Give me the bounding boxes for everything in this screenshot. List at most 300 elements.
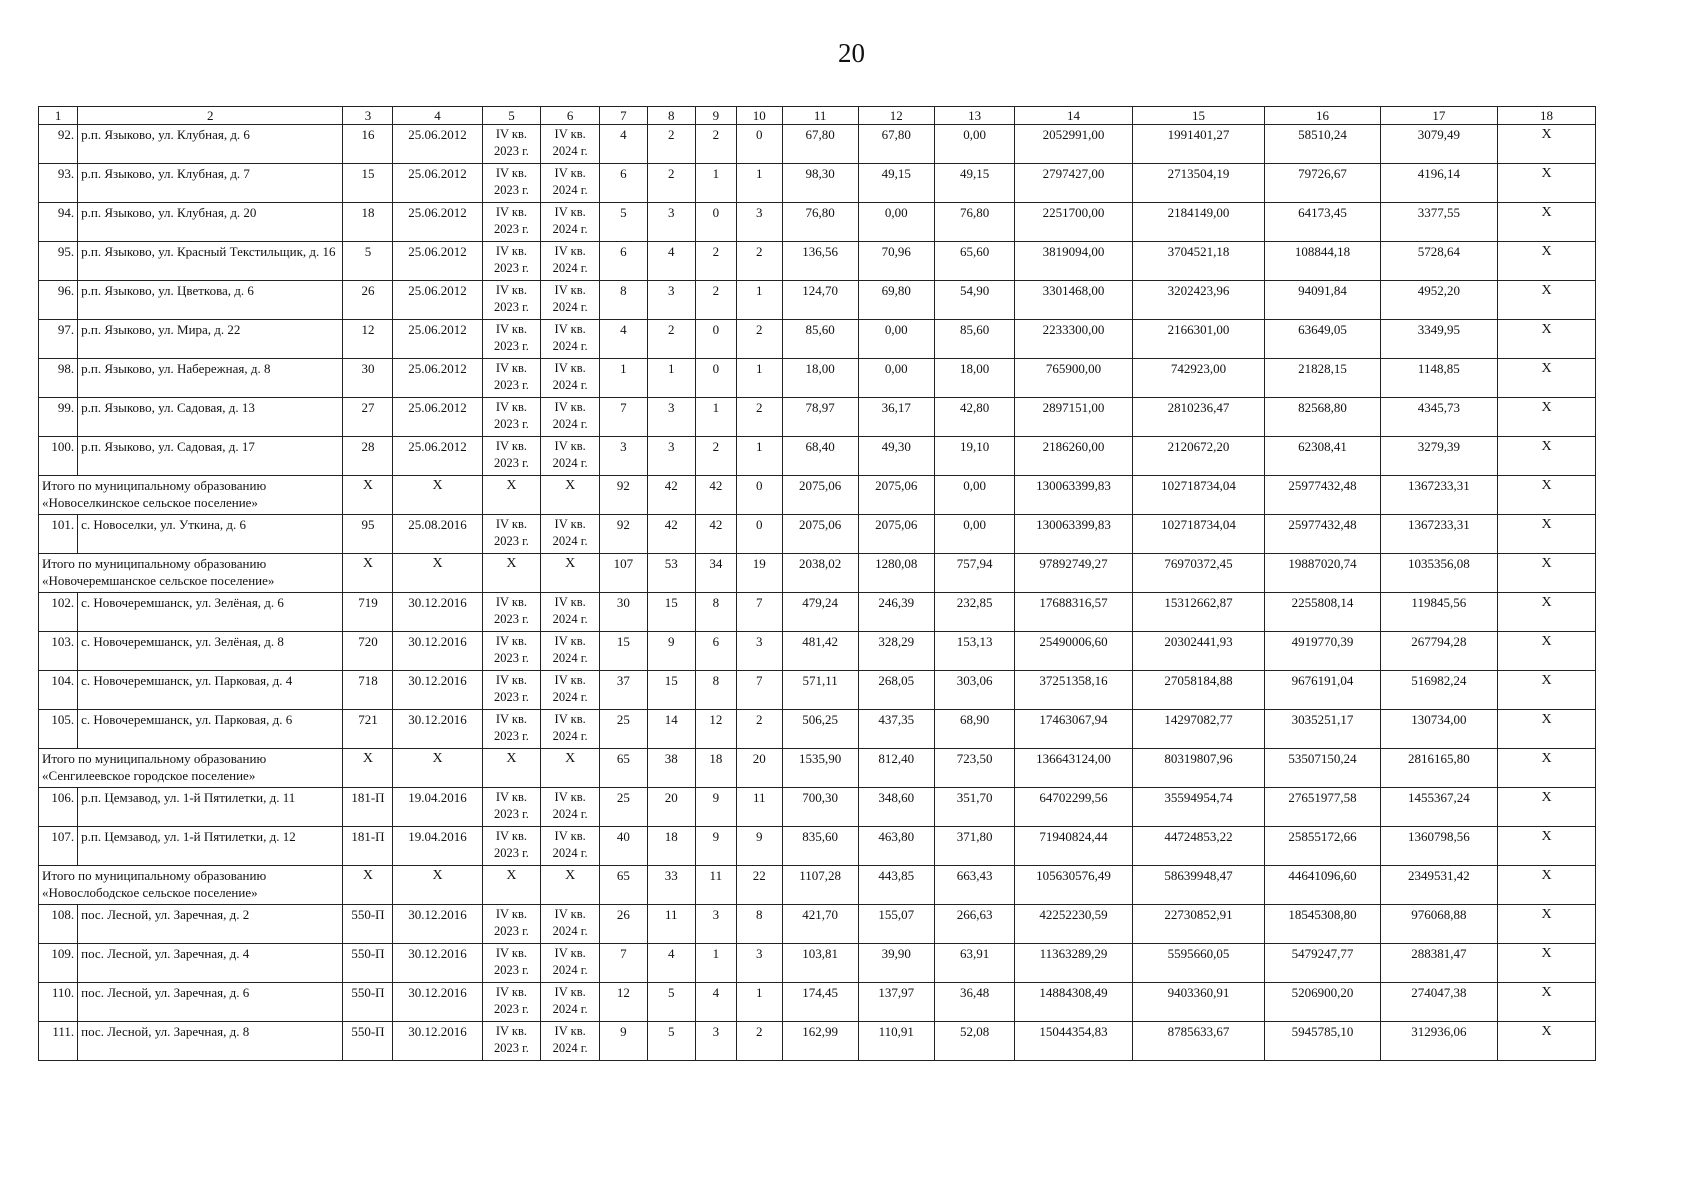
cell-c7: 7 <box>600 944 648 983</box>
cell-c5-year: 2023 г. <box>493 846 529 860</box>
cell-c16: 62308,41 <box>1265 437 1380 476</box>
cell-c9: 9 <box>695 788 736 827</box>
cell-c6 <box>541 827 600 866</box>
cell-c6-quarter: IV кв. <box>554 517 586 531</box>
cell-c5 <box>482 593 541 632</box>
cell-c12: 268,05 <box>858 671 934 710</box>
cell-c14: 2233300,00 <box>1015 320 1132 359</box>
cell-c4: 19.04.2016 <box>393 788 482 827</box>
cell-c6 <box>541 788 600 827</box>
cell-c8: 15 <box>647 671 695 710</box>
cell-c6-quarter: IV кв. <box>554 907 586 921</box>
cell-c15: 44724853,22 <box>1132 827 1265 866</box>
cell-c4: 30.12.2016 <box>393 671 482 710</box>
cell-c5-quarter: IV кв. <box>495 673 528 687</box>
cell-c5-quarter: IV кв. <box>495 400 528 414</box>
cell-c8: 42 <box>647 515 695 554</box>
cell-c16: 5479247,77 <box>1265 944 1380 983</box>
cell-c6 <box>541 242 600 281</box>
cell-c10: 0 <box>736 125 782 164</box>
cell-c9: 1 <box>695 944 736 983</box>
cell-c13: 85,60 <box>934 320 1014 359</box>
cell-c5-year: 2023 г. <box>493 729 529 743</box>
cell-c5-quarter: IV кв. <box>495 361 528 375</box>
cell-c11: 174,45 <box>782 983 858 1022</box>
row-number: 110. <box>39 983 78 1022</box>
cell-c3: 16 <box>343 125 393 164</box>
cell-c14: 25490006,60 <box>1015 632 1132 671</box>
cell-c7: 4 <box>600 320 648 359</box>
cell-c6-quarter: IV кв. <box>554 322 586 336</box>
cell-c7: 6 <box>600 164 648 203</box>
cell-c10: 22 <box>736 866 782 905</box>
cell-c15: 9403360,91 <box>1132 983 1265 1022</box>
cell-c17: 274047,38 <box>1380 983 1497 1022</box>
cell-c4: 30.12.2016 <box>393 944 482 983</box>
address-cell: р.п. Языково, ул. Цветкова, д. 6 <box>78 281 343 320</box>
cell-c18: X <box>1498 788 1596 827</box>
cell-c14: 11363289,29 <box>1015 944 1132 983</box>
column-header: 17 <box>1380 107 1497 125</box>
cell-c11: 481,42 <box>782 632 858 671</box>
address-cell: с. Новоселки, ул. Уткина, д. 6 <box>78 515 343 554</box>
cell-c9: 12 <box>695 710 736 749</box>
cell-c4: 30.12.2016 <box>393 1022 482 1061</box>
address-cell: р.п. Цемзавод, ул. 1-й Пятилетки, д. 11 <box>78 788 343 827</box>
cell-c11: 1107,28 <box>782 866 858 905</box>
cell-c7: 107 <box>600 554 648 593</box>
address-cell: пос. Лесной, ул. Заречная, д. 8 <box>78 1022 343 1061</box>
cell-c14: 105630576,49 <box>1015 866 1132 905</box>
header-row <box>39 107 1596 125</box>
cell-c6-year: 2024 г. <box>552 1002 588 1016</box>
cell-c10: 1 <box>736 164 782 203</box>
cell-c18: X <box>1498 242 1596 281</box>
cell-c11: 700,30 <box>782 788 858 827</box>
cell-c8: 15 <box>647 593 695 632</box>
cell-c16: 108844,18 <box>1265 242 1380 281</box>
cell-c5 <box>482 437 541 476</box>
cell-c11: 506,25 <box>782 710 858 749</box>
cell-c8: 4 <box>647 242 695 281</box>
cell-c18: X <box>1498 281 1596 320</box>
cell-c7: 37 <box>600 671 648 710</box>
cell-c3: 181-П <box>343 788 393 827</box>
cell-c12: 67,80 <box>858 125 934 164</box>
row-number: 101. <box>39 515 78 554</box>
cell-c16: 82568,80 <box>1265 398 1380 437</box>
cell-c12: 36,17 <box>858 398 934 437</box>
cell-c5-year: 2023 г. <box>493 222 529 236</box>
cell-c16: 9676191,04 <box>1265 671 1380 710</box>
cell-c6-quarter: IV кв. <box>554 985 586 999</box>
cell-c5-quarter: IV кв. <box>495 634 528 648</box>
cell-c3: 719 <box>343 593 393 632</box>
cell-c5 <box>482 125 541 164</box>
cell-c15: 5595660,05 <box>1132 944 1265 983</box>
cell-c12: 246,39 <box>858 593 934 632</box>
cell-c13: 0,00 <box>934 515 1014 554</box>
cell-c6 <box>541 281 600 320</box>
cell-c12: 1280,08 <box>858 554 934 593</box>
row-number: 107. <box>39 827 78 866</box>
cell-c14: 136643124,00 <box>1015 749 1132 788</box>
cell-c10: 20 <box>736 749 782 788</box>
cell-c5-quarter: IV кв. <box>495 595 528 609</box>
cell-c14: 17463067,94 <box>1015 710 1132 749</box>
cell-c6 <box>541 164 600 203</box>
row-number: 94. <box>39 203 78 242</box>
cell-c6-quarter: IV кв. <box>554 127 586 141</box>
cell-c8: 33 <box>647 866 695 905</box>
column-header: 9 <box>695 107 736 125</box>
cell-c17: 288381,47 <box>1380 944 1497 983</box>
table-row <box>39 944 1596 983</box>
cell-c5-year: 2023 г. <box>493 417 529 431</box>
cell-c12: 443,85 <box>858 866 934 905</box>
cell-c6 <box>541 983 600 1022</box>
cell-c11: 2038,02 <box>782 554 858 593</box>
cell-c10: 3 <box>736 944 782 983</box>
cell-c8: 3 <box>647 437 695 476</box>
table-row <box>39 710 1596 749</box>
cell-c5 <box>482 1022 541 1061</box>
cell-c11: 68,40 <box>782 437 858 476</box>
cell-c5 <box>482 905 541 944</box>
cell-c16: 27651977,58 <box>1265 788 1380 827</box>
cell-c5 <box>482 359 541 398</box>
cell-c18: X <box>1498 905 1596 944</box>
cell-c15: 3202423,96 <box>1132 281 1265 320</box>
cell-c3: 550-П <box>343 944 393 983</box>
cell-c17: 312936,06 <box>1380 1022 1497 1061</box>
cell-c13: 36,48 <box>934 983 1014 1022</box>
cell-c5 <box>482 242 541 281</box>
cell-c7: 15 <box>600 632 648 671</box>
cell-c13: 68,90 <box>934 710 1014 749</box>
table-row <box>39 125 1596 164</box>
cell-c7: 5 <box>600 203 648 242</box>
row-number: 106. <box>39 788 78 827</box>
row-number: 103. <box>39 632 78 671</box>
cell-c6-quarter: IV кв. <box>554 634 586 648</box>
cell-c5-year: 2023 г. <box>493 339 529 353</box>
cell-c13: 54,90 <box>934 281 1014 320</box>
cell-c16: 44641096,60 <box>1265 866 1380 905</box>
cell-c5-quarter: IV кв. <box>495 283 528 297</box>
cell-c13: 663,43 <box>934 866 1014 905</box>
cell-c8: 38 <box>647 749 695 788</box>
cell-c14: 130063399,83 <box>1015 476 1132 515</box>
cell-c9: 4 <box>695 983 736 1022</box>
cell-c18: X <box>1498 827 1596 866</box>
cell-c13: 351,70 <box>934 788 1014 827</box>
cell-c5 <box>482 632 541 671</box>
cell-c6-quarter: IV кв. <box>554 790 586 804</box>
cell-c11: 103,81 <box>782 944 858 983</box>
cell-c10: 2 <box>736 320 782 359</box>
cell-c14: 2186260,00 <box>1015 437 1132 476</box>
row-number: 105. <box>39 710 78 749</box>
address-cell: р.п. Языково, ул. Клубная, д. 7 <box>78 164 343 203</box>
address-cell: пос. Лесной, ул. Заречная, д. 2 <box>78 905 343 944</box>
cell-c6-year: 2024 г. <box>552 534 588 548</box>
cell-c10: 1 <box>736 437 782 476</box>
cell-c12: 49,15 <box>858 164 934 203</box>
cell-c5: X <box>482 866 541 905</box>
cell-c4: 25.06.2012 <box>393 320 482 359</box>
cell-c12: 49,30 <box>858 437 934 476</box>
row-number: 93. <box>39 164 78 203</box>
cell-c4: 19.04.2016 <box>393 827 482 866</box>
cell-c16: 3035251,17 <box>1265 710 1380 749</box>
cell-c17: 1035356,08 <box>1380 554 1497 593</box>
cell-c6 <box>541 1022 600 1061</box>
column-header: 11 <box>782 107 858 125</box>
cell-c11: 421,70 <box>782 905 858 944</box>
cell-c5-year: 2023 г. <box>493 690 529 704</box>
cell-c9: 2 <box>695 281 736 320</box>
cell-c17: 1455367,24 <box>1380 788 1497 827</box>
cell-c11: 571,11 <box>782 671 858 710</box>
address-cell: р.п. Языково, ул. Красный Текстильщик, д. 16 <box>78 242 343 281</box>
cell-c8: 1 <box>647 359 695 398</box>
cell-c5-year: 2023 г. <box>493 378 529 392</box>
cell-c4: 25.06.2012 <box>393 281 482 320</box>
cell-c10: 3 <box>736 632 782 671</box>
column-header: 8 <box>647 107 695 125</box>
cell-c11: 835,60 <box>782 827 858 866</box>
cell-c18: X <box>1498 203 1596 242</box>
cell-c12: 0,00 <box>858 320 934 359</box>
cell-c10: 7 <box>736 593 782 632</box>
cell-c5-quarter: IV кв. <box>495 517 528 531</box>
cell-c6-year: 2024 г. <box>552 729 588 743</box>
column-header: 7 <box>600 107 648 125</box>
cell-c9: 8 <box>695 671 736 710</box>
cell-c12: 463,80 <box>858 827 934 866</box>
cell-c3: 550-П <box>343 905 393 944</box>
cell-c9: 11 <box>695 866 736 905</box>
cell-c15: 102718734,04 <box>1132 476 1265 515</box>
table-row <box>39 281 1596 320</box>
cell-c3: X <box>343 476 393 515</box>
table-row <box>39 671 1596 710</box>
cell-c11: 2075,06 <box>782 515 858 554</box>
cell-c16: 94091,84 <box>1265 281 1380 320</box>
cell-c6: X <box>541 554 600 593</box>
subtotal-label: Итого по муниципальному образованию «Новоселкинское сельское поселение» <box>39 476 343 515</box>
cell-c18: X <box>1498 983 1596 1022</box>
cell-c8: 4 <box>647 944 695 983</box>
cell-c5 <box>482 827 541 866</box>
cell-c11: 98,30 <box>782 164 858 203</box>
cell-c5-quarter: IV кв. <box>495 829 528 843</box>
cell-c13: 65,60 <box>934 242 1014 281</box>
cell-c5-quarter: IV кв. <box>495 712 528 726</box>
cell-c7: 65 <box>600 749 648 788</box>
cell-c16: 53507150,24 <box>1265 749 1380 788</box>
cell-c8: 20 <box>647 788 695 827</box>
cell-c7: 6 <box>600 242 648 281</box>
cell-c8: 5 <box>647 983 695 1022</box>
cell-c5-year: 2023 г. <box>493 1041 529 1055</box>
cell-c10: 1 <box>736 359 782 398</box>
table-row <box>39 164 1596 203</box>
cell-c17: 3349,95 <box>1380 320 1497 359</box>
cell-c8: 9 <box>647 632 695 671</box>
cell-c5-year: 2023 г. <box>493 807 529 821</box>
address-cell: с. Новочеремшанск, ул. Зелёная, д. 6 <box>78 593 343 632</box>
cell-c6-year: 2024 г. <box>552 144 588 158</box>
subtotal-label: Итого по муниципальному образованию «Сенгилеевское городское поселение» <box>39 749 343 788</box>
cell-c6 <box>541 398 600 437</box>
cell-c4: 25.06.2012 <box>393 164 482 203</box>
cell-c18: X <box>1498 320 1596 359</box>
cell-c9: 2 <box>695 437 736 476</box>
cell-c12: 69,80 <box>858 281 934 320</box>
cell-c18: X <box>1498 749 1596 788</box>
cell-c12: 110,91 <box>858 1022 934 1061</box>
cell-c9: 3 <box>695 905 736 944</box>
cell-c11: 136,56 <box>782 242 858 281</box>
address-cell: пос. Лесной, ул. Заречная, д. 6 <box>78 983 343 1022</box>
cell-c7: 65 <box>600 866 648 905</box>
cell-c8: 2 <box>647 320 695 359</box>
cell-c5-year: 2023 г. <box>493 534 529 548</box>
cell-c6-quarter: IV кв. <box>554 400 586 414</box>
cell-c18: X <box>1498 1022 1596 1061</box>
cell-c18: X <box>1498 515 1596 554</box>
cell-c6-year: 2024 г. <box>552 339 588 353</box>
cell-c12: 39,90 <box>858 944 934 983</box>
cell-c17: 2816165,80 <box>1380 749 1497 788</box>
subtotal-label: Итого по муниципальному образованию «Новочеремшанское сельское поселение» <box>39 554 343 593</box>
cell-c17: 1360798,56 <box>1380 827 1497 866</box>
cell-c5 <box>482 671 541 710</box>
cell-c5 <box>482 203 541 242</box>
table-row <box>39 593 1596 632</box>
cell-c18: X <box>1498 476 1596 515</box>
cell-c6-year: 2024 г. <box>552 261 588 275</box>
cell-c12: 155,07 <box>858 905 934 944</box>
cell-c15: 15312662,87 <box>1132 593 1265 632</box>
cell-c6-quarter: IV кв. <box>554 595 586 609</box>
cell-c12: 0,00 <box>858 203 934 242</box>
cell-c14: 3301468,00 <box>1015 281 1132 320</box>
address-cell: с. Новочеремшанск, ул. Зелёная, д. 8 <box>78 632 343 671</box>
cell-c13: 153,13 <box>934 632 1014 671</box>
cell-c8: 2 <box>647 164 695 203</box>
cell-c15: 3704521,18 <box>1132 242 1265 281</box>
cell-c14: 130063399,83 <box>1015 515 1132 554</box>
cell-c8: 3 <box>647 281 695 320</box>
cell-c6-year: 2024 г. <box>552 222 588 236</box>
cell-c14: 2797427,00 <box>1015 164 1132 203</box>
cell-c6: X <box>541 749 600 788</box>
cell-c4: 30.12.2016 <box>393 593 482 632</box>
cell-c8: 18 <box>647 827 695 866</box>
cell-c8: 3 <box>647 203 695 242</box>
cell-c4: X <box>393 476 482 515</box>
cell-c7: 3 <box>600 437 648 476</box>
cell-c8: 5 <box>647 1022 695 1061</box>
cell-c7: 12 <box>600 983 648 1022</box>
cell-c5: X <box>482 749 541 788</box>
cell-c18: X <box>1498 866 1596 905</box>
cell-c5 <box>482 515 541 554</box>
cell-c5-year: 2023 г. <box>493 1002 529 1016</box>
column-header: 10 <box>736 107 782 125</box>
cell-c13: 0,00 <box>934 476 1014 515</box>
cell-c3: 721 <box>343 710 393 749</box>
row-number: 111. <box>39 1022 78 1061</box>
table-row <box>39 983 1596 1022</box>
cell-c10: 2 <box>736 242 782 281</box>
table-row <box>39 788 1596 827</box>
cell-c7: 40 <box>600 827 648 866</box>
cell-c6-year: 2024 г. <box>552 456 588 470</box>
cell-c6 <box>541 593 600 632</box>
cell-c5-quarter: IV кв. <box>495 439 528 453</box>
table-row <box>39 632 1596 671</box>
cell-c9: 34 <box>695 554 736 593</box>
row-number: 92. <box>39 125 78 164</box>
cell-c5-year: 2023 г. <box>493 963 529 977</box>
cell-c14: 765900,00 <box>1015 359 1132 398</box>
cell-c13: 757,94 <box>934 554 1014 593</box>
cell-c6-year: 2024 г. <box>552 846 588 860</box>
table-row <box>39 1022 1596 1061</box>
column-header: 15 <box>1132 107 1265 125</box>
cell-c16: 4919770,39 <box>1265 632 1380 671</box>
cell-c3: 95 <box>343 515 393 554</box>
cell-c15: 20302441,93 <box>1132 632 1265 671</box>
cell-c16: 5206900,20 <box>1265 983 1380 1022</box>
cell-c13: 371,80 <box>934 827 1014 866</box>
address-cell: р.п. Языково, ул. Садовая, д. 13 <box>78 398 343 437</box>
cell-c18: X <box>1498 125 1596 164</box>
cell-c12: 70,96 <box>858 242 934 281</box>
cell-c11: 124,70 <box>782 281 858 320</box>
cell-c13: 49,15 <box>934 164 1014 203</box>
cell-c5 <box>482 710 541 749</box>
cell-c10: 19 <box>736 554 782 593</box>
cell-c4: 25.06.2012 <box>393 359 482 398</box>
cell-c3: X <box>343 749 393 788</box>
cell-c14: 37251358,16 <box>1015 671 1132 710</box>
cell-c9: 42 <box>695 476 736 515</box>
cell-c7: 92 <box>600 476 648 515</box>
column-header: 13 <box>934 107 1014 125</box>
cell-c10: 1 <box>736 281 782 320</box>
cell-c8: 11 <box>647 905 695 944</box>
cell-c6-year: 2024 г. <box>552 807 588 821</box>
cell-c5-year: 2023 г. <box>493 651 529 665</box>
cell-c6 <box>541 359 600 398</box>
cell-c7: 8 <box>600 281 648 320</box>
cell-c3: 27 <box>343 398 393 437</box>
cell-c6-quarter: IV кв. <box>554 439 586 453</box>
cell-c6-quarter: IV кв. <box>554 829 586 843</box>
cell-c12: 137,97 <box>858 983 934 1022</box>
cell-c6-year: 2024 г. <box>552 924 588 938</box>
cell-c12: 348,60 <box>858 788 934 827</box>
cell-c18: X <box>1498 944 1596 983</box>
cell-c5-quarter: IV кв. <box>495 946 528 960</box>
cell-c17: 1367233,31 <box>1380 515 1497 554</box>
row-number: 96. <box>39 281 78 320</box>
